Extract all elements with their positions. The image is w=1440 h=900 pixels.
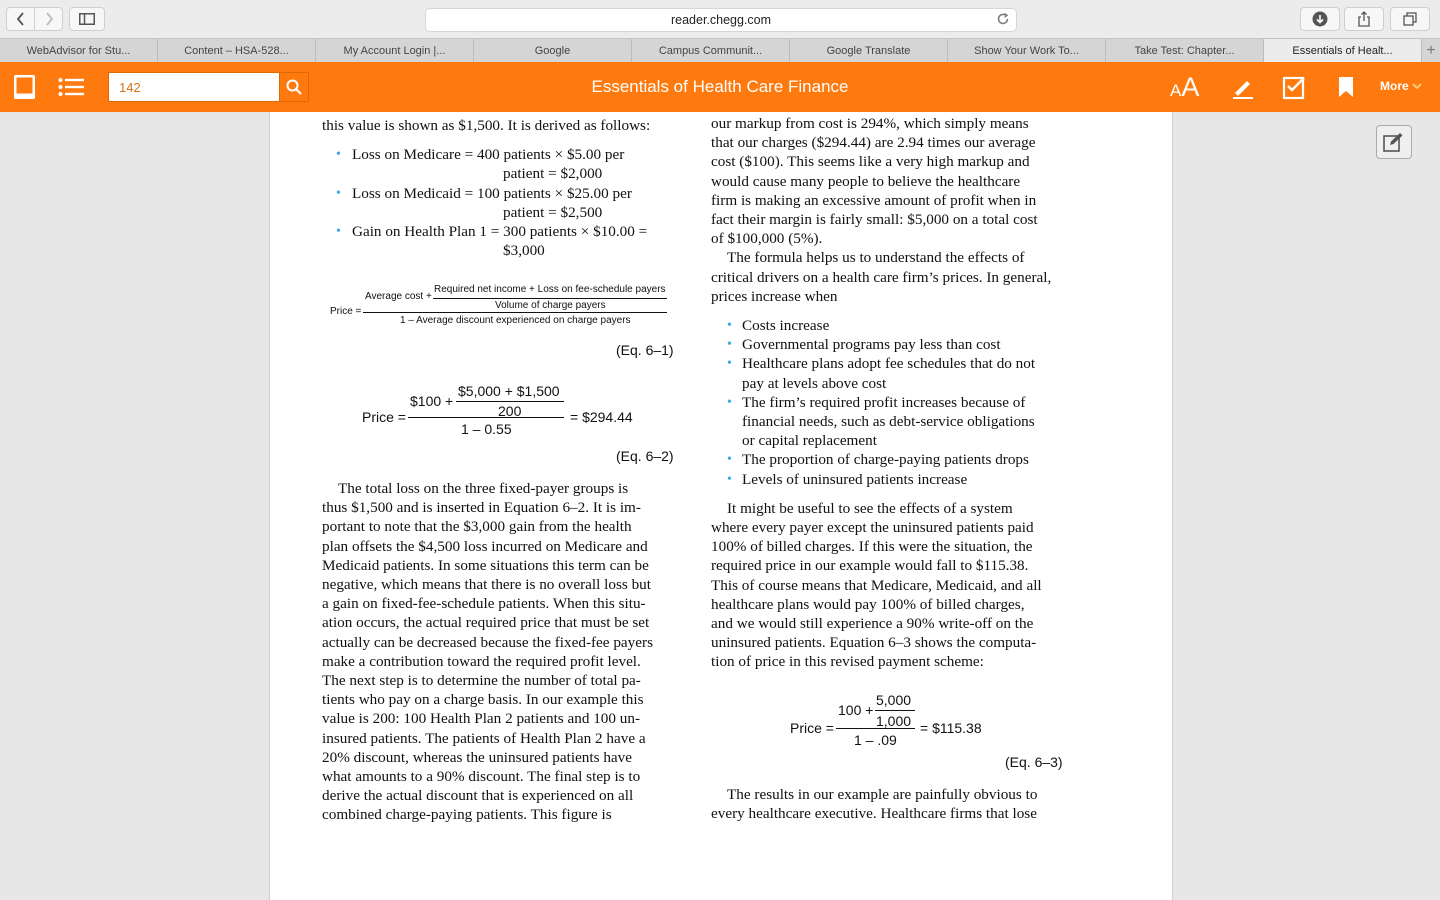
text-line: our markup from cost is 294%, which simply means [711, 115, 1029, 132]
text-line: negative, which means that there is no overall loss but [322, 576, 651, 594]
text-line: every healthcare executive. Healthcare firms that lose [711, 805, 1037, 823]
downloads-button[interactable] [1300, 7, 1340, 31]
font-large-label: A [1181, 72, 1200, 102]
browser-toolbar [0, 0, 1440, 38]
bullet-line: Costs increase [742, 317, 830, 335]
bookmark-button[interactable] [1333, 74, 1359, 100]
text-line: tients who pay on a charge basis. In our example this [322, 691, 644, 709]
eq1-price: Price = [330, 306, 362, 317]
text-line: It might be useful to see the effects of a system [727, 499, 1013, 517]
browser-tab[interactable]: Take Test: Chapter... [1106, 39, 1264, 63]
edit-note-icon [1383, 132, 1405, 152]
eq2-denominator: 1 – 0.55 [461, 421, 512, 437]
text-line: cost ($100). This seems like a very high markup and [711, 153, 1030, 171]
highlight-button[interactable] [1230, 74, 1256, 100]
text-line: Medicaid patients. In some situations this term can be [322, 556, 649, 574]
tab-bar [0, 38, 1440, 63]
browser-tab-active[interactable]: Essentials of Healt... [1264, 39, 1422, 63]
text-line: actually can be decreased because the fixed-fee payers [322, 633, 653, 651]
eq3-inner-denominator: 1,000 [876, 713, 912, 729]
text-line: portant to note that the $3,000 gain from the health [322, 518, 632, 536]
reload-icon [996, 12, 1010, 26]
eq2-price: Price = [362, 409, 406, 425]
bullet-line: Levels of uninsured patients increase [742, 470, 968, 488]
list-icon [58, 77, 84, 97]
text-line: where every payer except the uninsured patients paid [711, 519, 1034, 537]
book-button[interactable] [12, 74, 38, 100]
right-bottom-paragraph [711, 785, 1065, 823]
search-button[interactable] [279, 73, 308, 101]
browser-tab[interactable]: Show Your Work To... [948, 39, 1106, 63]
eq2-inner-denominator: 200 [498, 403, 522, 419]
eq2-base: $100 + [410, 393, 454, 409]
text-line: uninsured patients. Equation 6–3 shows the computa- [711, 634, 1037, 652]
bullet-line: financial needs, such as debt-service obligations [742, 413, 1035, 431]
download-icon [1312, 11, 1328, 27]
chevron-left-icon [16, 12, 26, 26]
price-driver-bullets [711, 316, 1065, 489]
text-line: critical drivers on a health care firm’s prices. In general, [711, 268, 1052, 286]
text-line: prices increase when [711, 287, 838, 305]
share-button[interactable] [1344, 7, 1384, 31]
eq3-inner-fraction-bar [875, 710, 915, 711]
right-column-top [711, 114, 1065, 672]
text-line: 100% of billed charges. If this were the situation, the [711, 538, 1033, 556]
url-text: reader.chegg.com [670, 13, 772, 27]
text-line: and we would still experience a 90% write-off on the [711, 615, 1034, 633]
text-line: value is 200: 100 Health Plan 2 patients and 100 un- [322, 710, 641, 728]
page-number-input[interactable] [109, 73, 279, 101]
bullet-line: Healthcare plans adopt fee schedules that do not [742, 355, 1036, 373]
text-line: what amounts to a 90% discount. The final step is to [322, 768, 641, 786]
eq3-result: = $115.38 [920, 720, 982, 736]
text-line: combined charge-paying patients. This figure is [322, 806, 612, 824]
tabs-icon [1403, 12, 1417, 26]
text-line: derive the actual discount that is experienced on all [322, 787, 634, 805]
eq1-numerator: Required net income + Loss on fee-schedule payers [434, 284, 666, 295]
text-line: ation occurs, the actual required price that must be set [322, 614, 650, 632]
text-line: healthcare plans would pay 100% of billed charges, [711, 595, 1025, 613]
intro-line: this value is shown as $1,500. It is derived as follows: [322, 117, 651, 134]
list-item [711, 316, 1065, 335]
text-line: fact their margin is fairly small: $5,000 on a total cost [711, 211, 1038, 229]
eq3-main-fraction-bar [836, 728, 915, 729]
eq3-label: (Eq. 6–3) [1005, 754, 1063, 770]
add-note-button[interactable] [1376, 125, 1412, 159]
eq2-numerator: $5,000 + $1,500 [458, 383, 560, 399]
bullet-line: Governmental programs pay less than cost [742, 336, 1001, 354]
eq3-denominator: 1 – .09 [854, 732, 897, 748]
book-title: Essentials of Health Care Finance [591, 77, 849, 96]
text-line: make a contribution toward the required profit level. [322, 652, 641, 670]
sidebar-icon [79, 13, 95, 25]
bullet-line: $3,000 [503, 242, 545, 260]
browser-tab[interactable]: Campus Communit... [632, 39, 790, 63]
eq1-average-cost: Average cost + [365, 291, 432, 302]
font-size-button[interactable] [1170, 72, 1199, 103]
reader-toolbar [0, 62, 1440, 112]
bullet-line: patient = $2,000 [503, 165, 603, 183]
eq2-label: (Eq. 6–2) [616, 448, 674, 464]
address-bar[interactable] [425, 8, 1017, 32]
eq2-result: = $294.44 [570, 409, 633, 425]
list-item [711, 354, 1065, 392]
bullet-line: Loss on Medicaid = 100 patients × $25.00 per [352, 184, 632, 202]
list-item [711, 393, 1065, 451]
forward-button[interactable] [35, 8, 62, 30]
search-icon [286, 79, 302, 95]
browser-tab[interactable]: WebAdvisor for Stu... [0, 39, 158, 63]
book-icon [13, 74, 37, 100]
chevron-down-icon [1412, 82, 1422, 90]
list-item [711, 450, 1065, 469]
browser-tab[interactable]: Google Translate [790, 39, 948, 63]
reload-button[interactable] [996, 12, 1010, 29]
bullet-line: Gain on Health Plan 1 = 300 patients × $10.00 = [352, 223, 648, 241]
notebook-edit-icon [1282, 74, 1308, 100]
eq1-label: (Eq. 6–1) [616, 342, 674, 358]
browser-tab[interactable]: Content – HSA-528... [158, 39, 316, 63]
eq1-denominator: 1 – Average discount experienced on charge payers [400, 315, 631, 326]
font-small-label: A [1170, 81, 1182, 100]
more-menu-button[interactable] [1380, 79, 1422, 93]
bullet-line: or capital replacement [742, 432, 877, 450]
page-search [108, 72, 309, 102]
eq1-inner-fraction-bar [433, 298, 667, 299]
chevron-right-icon [44, 12, 54, 26]
text-line: that our charges ($294.44) are 2.94 times our average [711, 134, 1036, 152]
list-item [322, 222, 676, 260]
browser-tab[interactable]: Google [474, 39, 632, 63]
eq3-base: 100 + [838, 702, 874, 718]
eq1-main-fraction-bar [363, 312, 667, 313]
new-tab-button[interactable]: + [1426, 42, 1436, 59]
browser-tab[interactable]: My Account Login |... [316, 39, 474, 63]
right-body-paragraph [711, 499, 1065, 672]
list-item [711, 470, 1065, 489]
text-line: of $100,000 (5%). [711, 230, 823, 248]
eq2-inner-fraction-bar [456, 401, 564, 402]
eq3-price: Price = [790, 720, 834, 736]
back-button[interactable] [7, 8, 35, 30]
text-line: firm is making an excessive amount of profit when in [711, 191, 1037, 209]
bullet-line: pay at levels above cost [742, 374, 887, 392]
left-body-paragraph [322, 479, 676, 825]
list-item [322, 145, 676, 183]
sidebar-toggle-button[interactable] [69, 7, 105, 31]
text-line: tion of price in this revised payment scheme: [711, 653, 984, 671]
share-icon [1357, 11, 1371, 27]
loss-bullets [322, 145, 676, 260]
text-line: insured patients. The patients of Health Plan 2 have a [322, 729, 646, 747]
text-line: The total loss on the three fixed-payer groups is [338, 480, 629, 497]
text-line: The next step is to determine the number of total pa- [322, 672, 641, 690]
table-of-contents-button[interactable] [58, 74, 84, 100]
text-line: plan offsets the $4,500 loss incurred on Medicare and [322, 537, 648, 555]
history-nav [6, 7, 63, 31]
bullet-line: patient = $2,500 [503, 203, 603, 221]
text-line: This of course means that Medicare, Medicaid, and all [711, 576, 1042, 594]
bookmark-icon [1338, 76, 1354, 98]
text-line: The formula helps us to understand the effects of [727, 249, 1025, 267]
eq2-main-fraction-bar [408, 417, 564, 418]
more-label: More [1380, 79, 1409, 93]
bullet-line: The proportion of charge-paying patients drops [742, 451, 1029, 469]
text-line: The results in our example are painfully obvious to [727, 786, 1038, 803]
text-line: would cause many people to believe the healthcare [711, 172, 1021, 190]
bullet-line: The firm’s required profit increases because of [742, 393, 1026, 411]
text-line: 20% discount, whereas the uninsured patients have [322, 748, 632, 766]
text-line: required price in our example would fall to $115.38. [711, 557, 1029, 575]
left-column-top [322, 116, 676, 260]
text-line: thus $1,500 and is inserted in Equation 6–2. It is im- [322, 499, 641, 517]
notes-button[interactable] [1282, 74, 1308, 100]
tab-overview-button[interactable] [1390, 7, 1430, 31]
eq1-inner-denominator: Volume of charge payers [495, 300, 606, 311]
pencil-icon [1231, 75, 1255, 99]
list-item [711, 335, 1065, 354]
book-page [269, 112, 1173, 900]
list-item [322, 184, 676, 222]
eq3-numerator: 5,000 [876, 692, 912, 708]
bullet-line: Loss on Medicare = 400 patients × $5.00 per [352, 146, 625, 164]
text-line: a gain on fixed-fee-schedule patients. When this situ- [322, 595, 646, 613]
